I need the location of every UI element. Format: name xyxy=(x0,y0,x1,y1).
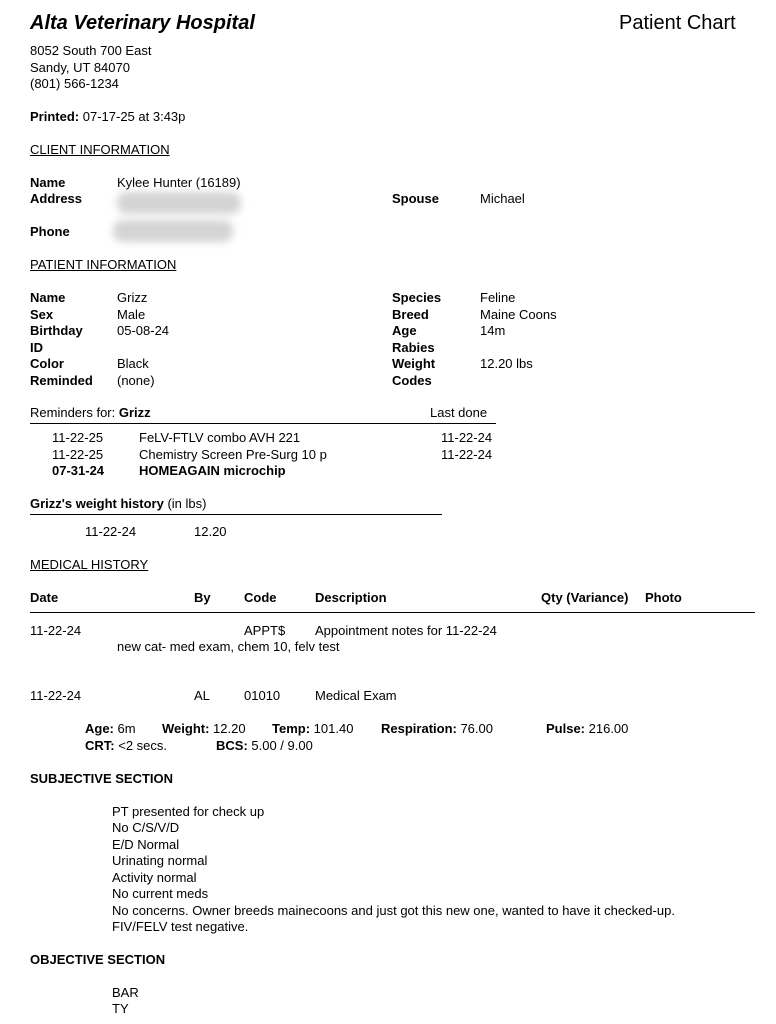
patient-value: Maine Coons xyxy=(480,307,557,322)
medical-header-divider xyxy=(30,612,755,613)
vital-label: Age: xyxy=(85,721,114,736)
subjective-line: E/D Normal xyxy=(112,837,180,852)
printed-label: Printed: xyxy=(30,109,80,124)
hospital-name: Alta Veterinary Hospital xyxy=(30,12,255,34)
weight-history-unit: (in lbs) xyxy=(163,496,207,511)
patient-label: Weight xyxy=(392,356,436,371)
subjective-line: No concerns. Owner breeds mainecoons and just got this new one, wanted to have it checked-up. xyxy=(112,903,675,918)
reminder-last-done: 11-22-24 xyxy=(441,430,493,445)
printed-value: 07-17-25 at 3:43p xyxy=(82,109,186,124)
redacted-address xyxy=(117,192,241,214)
patient-section-title: PATIENT INFORMATION xyxy=(30,257,177,272)
client-address-label: Address xyxy=(30,191,83,206)
hospital-phone: (801) 566-1234 xyxy=(30,76,119,91)
entry-description: Appointment notes for 11-22-24 xyxy=(315,623,497,638)
vital-value: 216.00 xyxy=(585,721,629,736)
col-by-header: By xyxy=(194,590,211,605)
weight-history-heading xyxy=(30,496,206,512)
reminder-date: 07-31-24 xyxy=(52,463,105,478)
client-phone-label: Phone xyxy=(30,224,70,239)
weight-value: 12.20 xyxy=(194,524,227,539)
vital-bcs xyxy=(216,738,313,754)
redacted-phone xyxy=(113,220,233,242)
patient-label: ID xyxy=(30,340,43,355)
reminders-label: Reminders for: xyxy=(30,405,119,420)
reminder-date: 11-22-25 xyxy=(52,430,104,445)
vital-value: 76.00 xyxy=(456,721,493,736)
last-done-header: Last done xyxy=(430,405,488,420)
patient-label: Birthday xyxy=(30,323,83,338)
patient-label: Rabies xyxy=(392,340,435,355)
patient-value: 12.20 lbs xyxy=(480,356,533,371)
entry-code: APPT$ xyxy=(244,623,286,638)
subjective-line: PT presented for check up xyxy=(112,804,265,819)
vital-label: BCS: xyxy=(216,738,248,753)
patient-value: 05-08-24 xyxy=(117,323,170,338)
col-photo-header: Photo xyxy=(645,590,682,605)
patient-value: Feline xyxy=(480,290,516,305)
medical-section-title: MEDICAL HISTORY xyxy=(30,557,149,572)
patient-value: (none) xyxy=(117,373,155,388)
entry-date: 11-22-24 xyxy=(30,688,82,703)
reminder-last-done: 11-22-24 xyxy=(441,447,493,462)
vital-label: CRT: xyxy=(85,738,115,753)
spouse-name: Michael xyxy=(480,191,525,206)
patient-label: Color xyxy=(30,356,64,371)
patient-label: Breed xyxy=(392,307,429,322)
reminder-description: Chemistry Screen Pre-Surg 10 p xyxy=(139,447,327,462)
col-description-header: Description xyxy=(315,590,387,605)
patient-label: Species xyxy=(392,290,442,305)
spouse-label: Spouse xyxy=(392,191,439,206)
vital-respiration xyxy=(381,721,493,737)
weight-date: 11-22-24 xyxy=(85,524,137,539)
address-line-2: Sandy, UT 84070 xyxy=(30,60,130,75)
vital-age xyxy=(85,721,136,737)
subjective-line: Activity normal xyxy=(112,870,197,885)
vital-crt xyxy=(85,738,167,754)
subjective-title: SUBJECTIVE SECTION xyxy=(30,771,174,786)
reminders-patient: Grizz xyxy=(118,405,151,420)
entry-note: new cat- med exam, chem 10, felv test xyxy=(117,639,340,654)
reminder-description: FeLV-FTLV combo AVH 221 xyxy=(139,430,301,445)
client-name-label: Name xyxy=(30,175,66,190)
vital-pulse xyxy=(546,721,628,737)
col-qty-header: Qty (Variance) xyxy=(541,590,629,605)
vital-label: Respiration: xyxy=(381,721,457,736)
subjective-line: FIV/FELV test negative. xyxy=(112,919,249,934)
objective-title: OBJECTIVE SECTION xyxy=(30,952,166,967)
patient-value: Black xyxy=(117,356,149,371)
entry-date: 11-22-24 xyxy=(30,623,82,638)
subjective-line: Urinating normal xyxy=(112,853,208,868)
patient-label: Reminded xyxy=(30,373,93,388)
patient-value: Grizz xyxy=(117,290,148,305)
client-section-title: CLIENT INFORMATION xyxy=(30,142,170,157)
vital-label: Pulse: xyxy=(546,721,586,736)
vital-value: 6m xyxy=(113,721,136,736)
objective-line: BAR xyxy=(112,985,139,1000)
objective-line: TY xyxy=(112,1001,129,1016)
subjective-line: No current meds xyxy=(112,886,209,901)
vital-weight xyxy=(162,721,246,737)
patient-label: Age xyxy=(392,323,417,338)
reminders-heading xyxy=(30,405,151,421)
entry-code: 01010 xyxy=(244,688,281,703)
patient-value: 14m xyxy=(480,323,506,338)
patient-label: Name xyxy=(30,290,66,305)
printed-line xyxy=(30,109,185,125)
reminders-divider xyxy=(30,423,496,424)
patient-label: Codes xyxy=(392,373,432,388)
col-code-header: Code xyxy=(244,590,277,605)
vital-label: Weight: xyxy=(162,721,210,736)
client-name: Kylee Hunter (16189) xyxy=(117,175,241,190)
entry-description: Medical Exam xyxy=(315,688,397,703)
vital-value: 12.20 xyxy=(209,721,246,736)
vital-value: 101.40 xyxy=(310,721,354,736)
reminder-date: 11-22-25 xyxy=(52,447,104,462)
patient-value: Male xyxy=(117,307,146,322)
vital-temp xyxy=(272,721,353,737)
weight-history-title: Grizz's weight history xyxy=(30,496,164,511)
col-date-header: Date xyxy=(30,590,59,605)
patient-label: Sex xyxy=(30,307,54,322)
vital-value: <2 secs. xyxy=(114,738,167,753)
subjective-line: No C/S/V/D xyxy=(112,820,180,835)
vital-value: 5.00 / 9.00 xyxy=(247,738,313,753)
weight-history-divider xyxy=(30,514,442,515)
entry-by: AL xyxy=(194,688,210,703)
address-line-1: 8052 South 700 East xyxy=(30,43,152,58)
page-title: Patient Chart xyxy=(619,12,736,34)
vital-label: Temp: xyxy=(272,721,311,736)
reminder-description: HOMEAGAIN microchip xyxy=(139,463,286,478)
